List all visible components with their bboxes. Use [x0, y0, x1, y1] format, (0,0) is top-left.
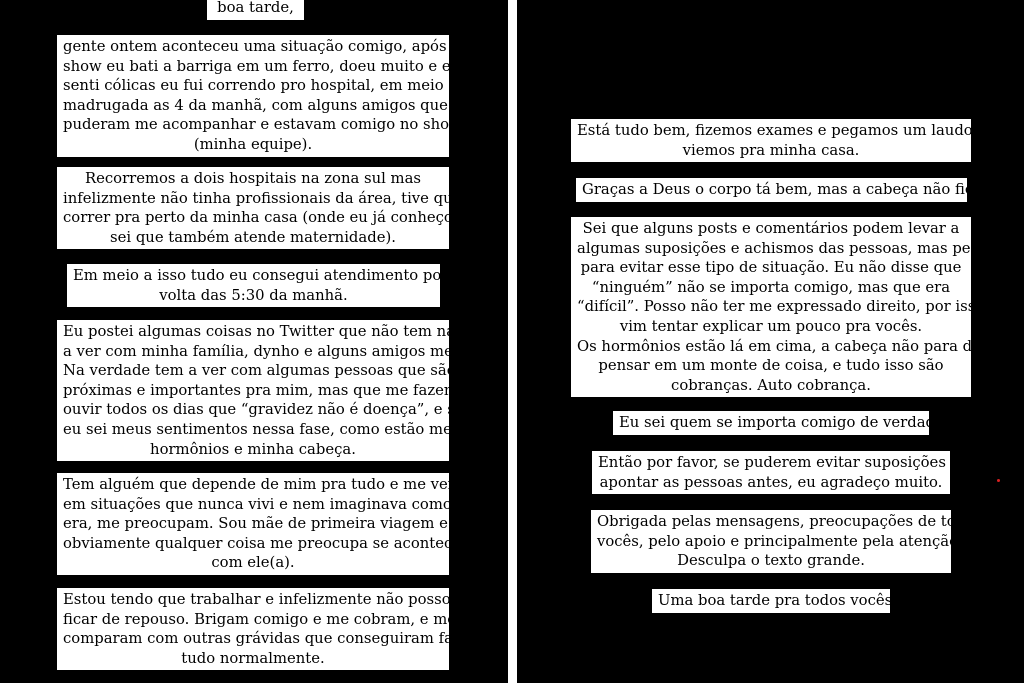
text-block: [207, 0, 304, 20]
text-line: eu sei meus sentimentos nessa fase, como estão meus: [63, 420, 469, 438]
text-line: com ele(a).: [211, 554, 295, 572]
text-block: [592, 451, 978, 494]
text-line: ficar de repouso. Brigam comigo e me cobram, e me: [63, 610, 457, 628]
text-line: Desculpa o texto grande.: [677, 552, 865, 570]
text-line: para evitar esse tipo de situação. Eu não disse que: [580, 259, 962, 277]
text-line: madrugada as 4 da manhã, com alguns amigos que: [63, 96, 448, 114]
text-line: Recorremos a dois hospitais na zona sul mas: [84, 170, 422, 187]
text-line: Obrigada pelas mensagens, preocupações de todos: [597, 513, 982, 530]
text-line: puderam me acompanhar e estavam comigo no show: [63, 116, 462, 134]
text-line: algumas suposições e achismos das pessoas, mas peço: [577, 239, 988, 257]
red-dot-marker: [997, 479, 1000, 482]
text-line: gente ontem aconteceu uma situação comigo, após o: [63, 38, 461, 55]
text-line: boa tarde,: [217, 0, 294, 16]
text-line: correr pra perto da minha casa (onde eu já conheço e: [63, 209, 467, 227]
text-line: vocês, pelo apoio e principalmente pela atenção.: [597, 532, 963, 550]
text-line: Então por favor, se puderem evitar suposições e já: [598, 454, 978, 471]
text-line: viemos pra minha casa.: [682, 141, 860, 159]
text-block: [57, 35, 462, 157]
text-block: [591, 510, 982, 573]
text-block: [57, 473, 469, 575]
text-line: hormônios e minha cabeça.: [150, 440, 356, 458]
text-line: sei que também atende maternidade).: [110, 228, 396, 246]
text-block: [67, 264, 449, 307]
text-block: [613, 411, 949, 435]
text-line: ouvir todos os dias que “gravidez não é doença”, e só: [63, 401, 464, 419]
text-line: cobranças. Auto cobrança.: [671, 376, 871, 394]
text-line: a ver com minha família, dynho e alguns amigos meus.: [63, 342, 475, 360]
text-line: comparam com outras grávidas que conseguiram fazer: [63, 630, 477, 648]
text-line: Tem alguém que depende de mim pra tudo e me ver: [63, 476, 455, 493]
text-line: em situações que nunca vivi e nem imaginava como: [63, 495, 452, 513]
text-line: tudo normalmente.: [181, 649, 325, 667]
story-panel-right: [517, 0, 1024, 683]
text-block: [571, 217, 988, 397]
text-block: [652, 589, 897, 613]
text-line: vim tentar explicar um pouco pra vocês.: [619, 317, 923, 335]
text-line: Está tudo bem, fizemos exames e pegamos um laudo e: [577, 122, 987, 139]
text-block: [57, 588, 477, 670]
text-line: Estou tendo que trabalhar e infelizmente não posso: [63, 591, 451, 608]
text-line: infelizmente não tinha profissionais da área, tive que: [63, 189, 462, 207]
text-line: próximas e importantes pra mim, mas que me fazem: [63, 381, 458, 399]
text-line: apontar as pessoas antes, eu agradeço muito.: [599, 473, 943, 491]
text-line: Em meio a isso tudo eu consegui atendimento por: [73, 267, 449, 284]
text-line: Sei que alguns posts e comentários podem levar a: [582, 220, 960, 237]
text-line: era, me preocupam. Sou mãe de primeira viagem e: [63, 515, 448, 533]
text-line: obviamente qualquer coisa me preocupa se acontecer: [63, 534, 469, 552]
text-line: (minha equipe).: [193, 135, 313, 153]
text-block: [576, 178, 987, 202]
text-line: Os hormônios estão lá em cima, a cabeça não para de: [577, 337, 981, 355]
text-block: [57, 167, 467, 249]
text-line: Uma boa tarde pra todos vocês.: [658, 592, 897, 609]
text-line: “ninguém” não se importa comigo, mas que era: [591, 278, 951, 296]
text-line: show eu bati a barriga em um ferro, doeu muito e eu: [63, 57, 461, 75]
story-panel-left: [0, 0, 508, 683]
text-line: Na verdade tem a ver com algumas pessoas que são sim: [63, 362, 487, 380]
text-line: senti cólicas eu fui correndo pro hospital, em meio a: [63, 77, 458, 95]
text-line: Eu sei quem se importa comigo de verdade.: [619, 414, 949, 431]
text-block: [57, 320, 487, 461]
text-line: volta das 5:30 da manhã.: [159, 286, 348, 304]
text-line: pensar em um monte de coisa, e tudo isso são: [598, 357, 944, 375]
text-line: Graças a Deus o corpo tá bem, mas a cabeça não fica.: [582, 181, 987, 198]
text-block: [571, 119, 987, 162]
text-line: Eu postei algumas coisas no Twitter que não tem nada: [63, 323, 474, 340]
text-line: “difícil”. Posso não ter me expressado direito, por isso: [577, 298, 985, 316]
